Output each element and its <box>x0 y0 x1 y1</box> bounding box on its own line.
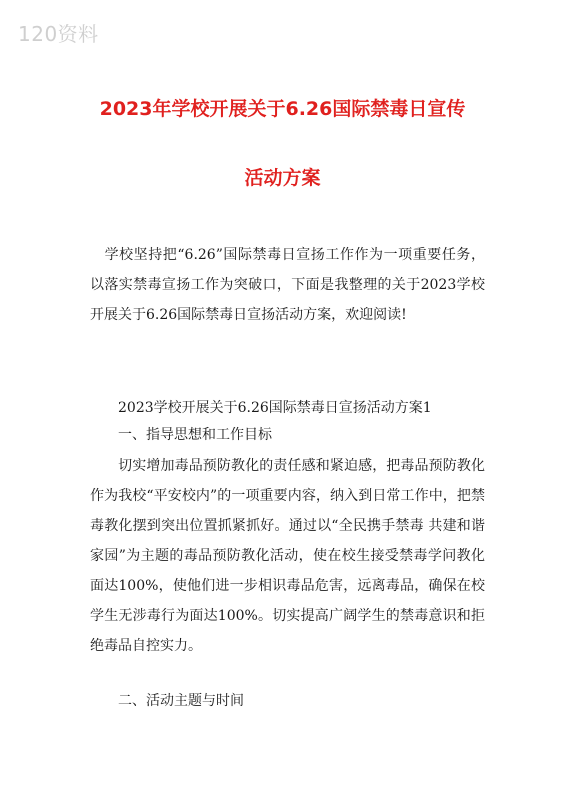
plan-title: 2023学校开展关于6.26国际禁毒日宣扬活动方案1 <box>118 400 432 416</box>
intro-paragraph <box>90 240 485 330</box>
section-2-heading: 二、活动主题与时间 <box>118 693 244 709</box>
watermark: 120资料 <box>18 22 99 46</box>
section-1-heading: 一、指导思想和工作目标 <box>118 427 272 443</box>
document-title-line-2: 活动方案 <box>244 167 321 189</box>
intro-text: 学校坚持把“6.26”国际禁毒日宣扬工作作为一项重要任务，以落实禁毒宣扬工作为突破口，下面是我整理的关于2023学校开展关于6.26国际禁毒日宣扬活动方案，欢迎阅读! <box>90 247 485 323</box>
section-1-text: 切实增加毒品预防教化的责任感和紧迫感，把毒品预防教化作为我校“平安校内”的一项重要内容，纳入到日常工作中，把禁毒教化摆到突出位置抓紧抓好。通过以“全民携手禁毒 共建和谐家园”为主题的毒品预防教化活动，使在校生接受禁毒学问教化面达100%，使他们进一步相识毒品危害，远离毒品，确保在校学生无涉毒行为面达100%。切实提高广阔学生的禁毒意识和拒绝毒品自控实力。 <box>90 458 485 654</box>
document-title-line-1: 2023年学校开展关于6.26国际禁毒日宣传 <box>99 98 466 120</box>
section-1-paragraph <box>90 451 485 661</box>
